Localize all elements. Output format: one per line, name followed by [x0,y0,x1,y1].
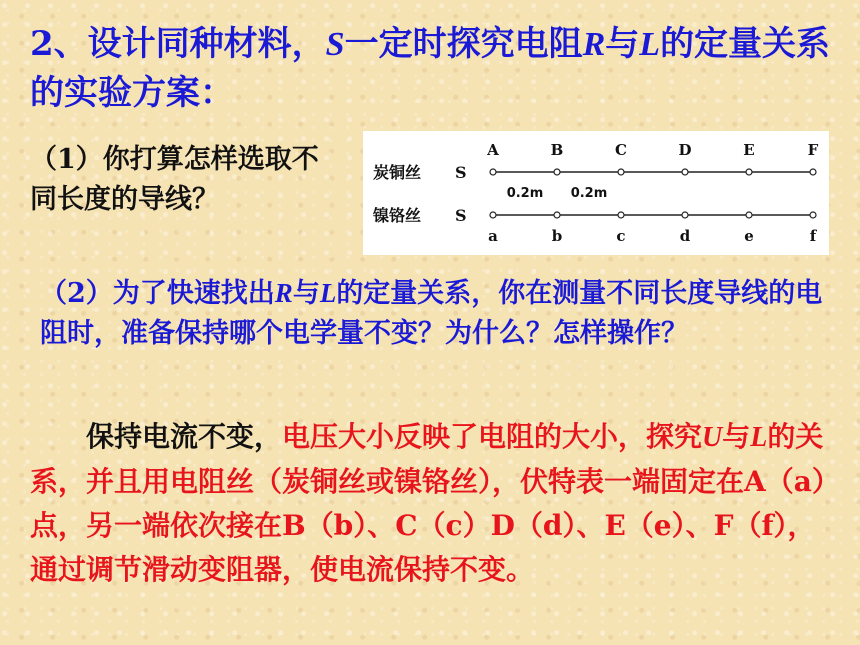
point-label-C: C [615,141,627,159]
wire-node-f [810,212,816,218]
title-var-r: R [582,26,606,63]
wire-node-D [682,169,688,175]
q2-var-r: R [274,278,293,308]
question-2 [40,273,830,354]
answer-var-l: L [750,422,768,453]
wire-node-B [554,169,560,175]
title-text-2: 一定时探究电阻 [344,24,583,64]
answer-black-text: 保持电流不变， [86,420,283,453]
point-label-a: a [488,227,498,245]
title-text-3: 与 [605,24,640,64]
point-label-c: c [616,227,626,245]
wire-node-e [746,212,752,218]
answer-red-text-3: 的关系，并且用电阻丝（炭铜丝或镍铬丝），伏特表一端固定在A（a）点，另一端依次接在B（b）、C（c）D（d）、E（e）、F（f），通过调节滑动变阻器，使电流保持不变。 [30,420,826,586]
segment-length-2: 0.2m [570,186,608,201]
wire-start-2: S [455,206,467,225]
wire-node-d [682,212,688,218]
wire-node-E [746,169,752,175]
slide-title [30,20,835,117]
answer-red-text-2: 与 [722,420,751,453]
answer-paragraph [30,415,830,592]
title-var-l: L [639,26,661,63]
segment-length-1: 0.2m [506,186,544,201]
wire-node-c [618,212,624,218]
question-1: （1）你打算怎样选取不同长度的导线？ [30,144,319,215]
point-label-d: d [679,227,691,245]
point-label-b: b [551,227,563,245]
point-label-D: D [678,141,692,159]
answer-var-u: U [702,422,723,453]
wire-label-1: 炭铜丝 [373,163,422,182]
q2-text-3: 的定量关系，你在测量不同长度导线的电阻时，准备保持哪个电学量不变？为什么？怎样操作？ [40,278,823,349]
wire-node-A [490,169,496,175]
q2-text-1: （2）为了快速找出 [40,278,275,309]
wire-node-b [554,212,560,218]
point-label-E: E [743,141,755,159]
wire-label-2: 镍铬丝 [373,206,422,225]
point-label-B: B [550,141,564,159]
wire-diagram-svg [363,131,829,255]
q2-var-l: L [319,278,337,308]
point-label-A: A [487,141,499,159]
q2-text-2: 与 [292,278,320,309]
wire-diagram [363,131,829,255]
title-text-1: 2、设计同种材料， [30,24,326,64]
title-text-4: 的定量关系的实验方案： [30,24,831,113]
title-var-s: S [325,26,345,63]
wire-start-1: S [455,163,467,182]
wire-node-C [618,169,624,175]
point-label-e: e [744,227,754,245]
answer-red-text-1: 电压大小反映了电阻的大小，探究 [282,420,703,453]
point-label-F: F [807,141,819,159]
wire-node-a [490,212,496,218]
wire-node-F [810,169,816,175]
point-label-f: f [809,227,817,245]
